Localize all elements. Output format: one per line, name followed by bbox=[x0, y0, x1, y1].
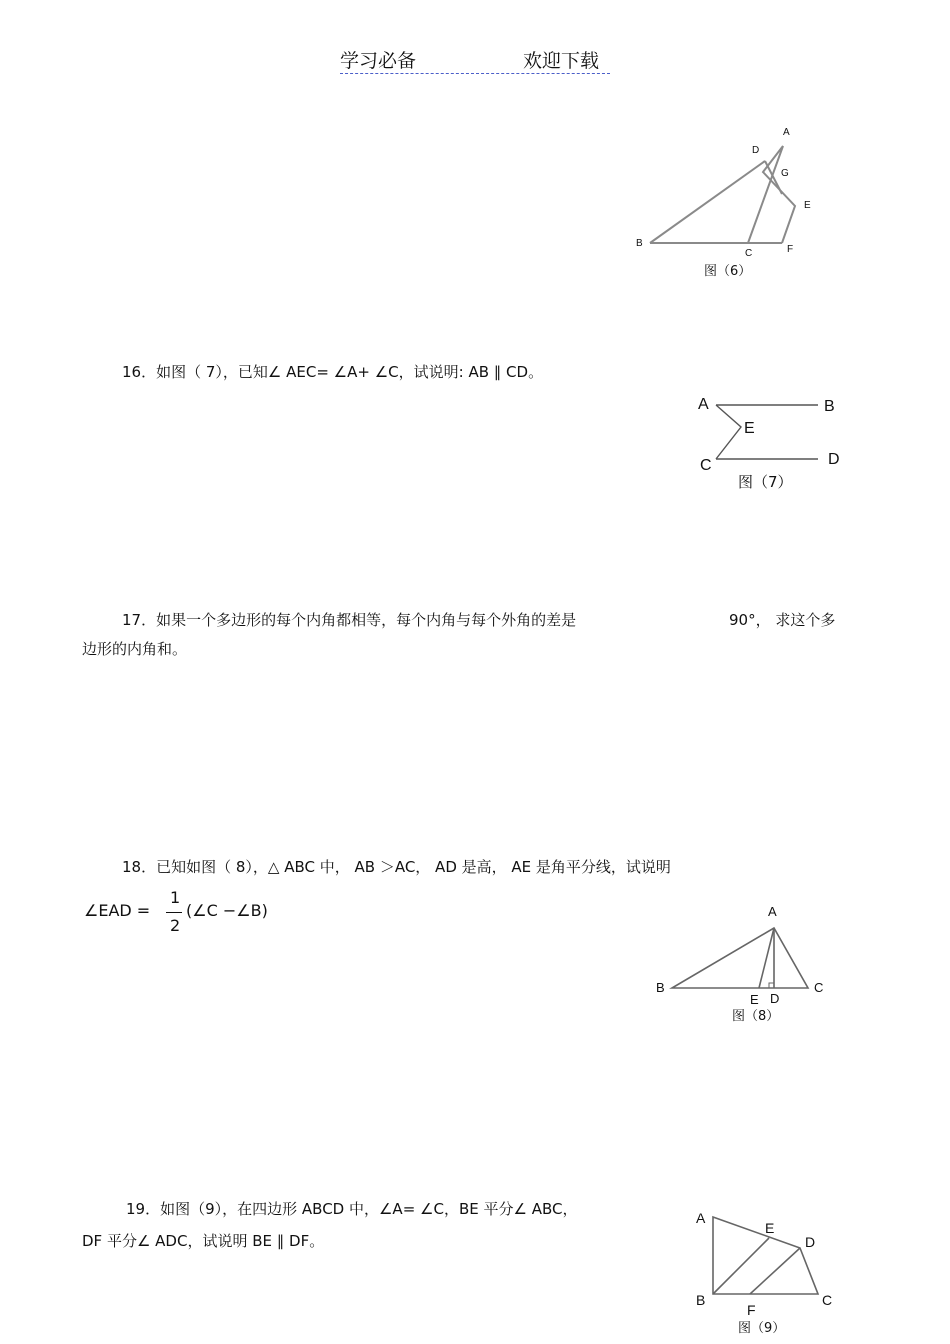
fig6-label-a: A bbox=[783, 127, 790, 138]
figure-6-diagram bbox=[620, 120, 840, 290]
fig7-label-e: E bbox=[744, 420, 755, 437]
fig9-label-b: B bbox=[696, 1292, 706, 1308]
fig8-triangle-abc bbox=[672, 928, 808, 988]
question-17-line2: 边形的内角和。 bbox=[82, 640, 188, 658]
fig9-label-d: D bbox=[805, 1234, 816, 1250]
header-right-text: 欢迎下载 bbox=[523, 50, 600, 72]
formula-left: ∠EAD = bbox=[84, 901, 151, 920]
formula-numerator: 1 bbox=[170, 888, 181, 907]
fig6-segment-cagef bbox=[748, 146, 795, 243]
figure-6 bbox=[620, 120, 840, 294]
fig6-label-c: C bbox=[745, 248, 753, 259]
fig9-label-f: F bbox=[747, 1302, 756, 1318]
formula-denominator: 2 bbox=[170, 916, 181, 935]
figure-7 bbox=[690, 390, 850, 499]
question-18-line1: 18．已知如图（ 8），△ ABC 中， AB ＞AC， AD 是高， AE 是角平分线，试说明 bbox=[122, 858, 671, 876]
fig7-segment-aec bbox=[716, 405, 741, 459]
fig6-label-g: G bbox=[781, 168, 789, 179]
formula-right: (∠C −∠B) bbox=[186, 901, 268, 920]
fig9-label-e: E bbox=[765, 1220, 775, 1236]
fig6-label-d: D bbox=[752, 145, 760, 156]
fig6-label-b: B bbox=[636, 238, 643, 249]
fig8-label-c: C bbox=[814, 980, 824, 995]
fig9-segment-be bbox=[713, 1238, 769, 1294]
question-17-line1b: 90°， 求这个多 bbox=[729, 611, 836, 629]
header-dashed-underline bbox=[340, 73, 610, 74]
formula-fraction-bar bbox=[166, 912, 182, 913]
header-left-text: 学习必备 bbox=[340, 50, 417, 72]
fig8-label-e: E bbox=[750, 992, 759, 1007]
fig7-caption: 图（7） bbox=[738, 473, 793, 491]
fig8-label-b: B bbox=[656, 980, 665, 995]
question-19-line1: 19．如图（9），在四边形 ABCD 中，∠A= ∠C，BE 平分∠ ABC， bbox=[126, 1200, 578, 1218]
fig9-caption: 图（9） bbox=[738, 1321, 786, 1336]
fig7-label-a: A bbox=[698, 396, 709, 413]
fig6-caption: 图（6） bbox=[704, 264, 752, 279]
fig9-segment-df bbox=[750, 1248, 800, 1294]
figure-8 bbox=[650, 900, 840, 1034]
figure-8-diagram bbox=[650, 900, 840, 1030]
fig7-label-d: D bbox=[828, 451, 840, 468]
figure-9-diagram bbox=[690, 1205, 850, 1340]
question-16-text: 16．如图（ 7），已知∠ AEC= ∠A+ ∠C，试说明: AB ∥ CD。 bbox=[122, 363, 544, 381]
fig6-label-f: F bbox=[787, 244, 794, 255]
fig7-label-c: C bbox=[700, 457, 712, 474]
fig6-segment-bd bbox=[650, 161, 765, 243]
fig9-label-a: A bbox=[696, 1210, 706, 1226]
figure-9 bbox=[690, 1205, 850, 1344]
figure-7-diagram bbox=[690, 390, 850, 495]
question-18-formula bbox=[84, 888, 304, 944]
fig8-label-a: A bbox=[768, 904, 777, 919]
fig7-label-b: B bbox=[824, 398, 835, 415]
fig9-label-c: C bbox=[822, 1292, 833, 1308]
fig8-label-d: D bbox=[770, 991, 780, 1006]
fig8-caption: 图（8） bbox=[732, 1009, 780, 1024]
question-19-line2: DF 平分∠ ADC，试说明 BE ∥ DF。 bbox=[82, 1232, 325, 1250]
question-17-line1a: 17．如果一个多边形的每个内角都相等，每个内角与每个外角的差是 bbox=[122, 611, 577, 629]
page-header bbox=[0, 46, 950, 80]
fig8-segment-ae bbox=[759, 928, 774, 988]
fig6-label-e: E bbox=[804, 200, 811, 211]
